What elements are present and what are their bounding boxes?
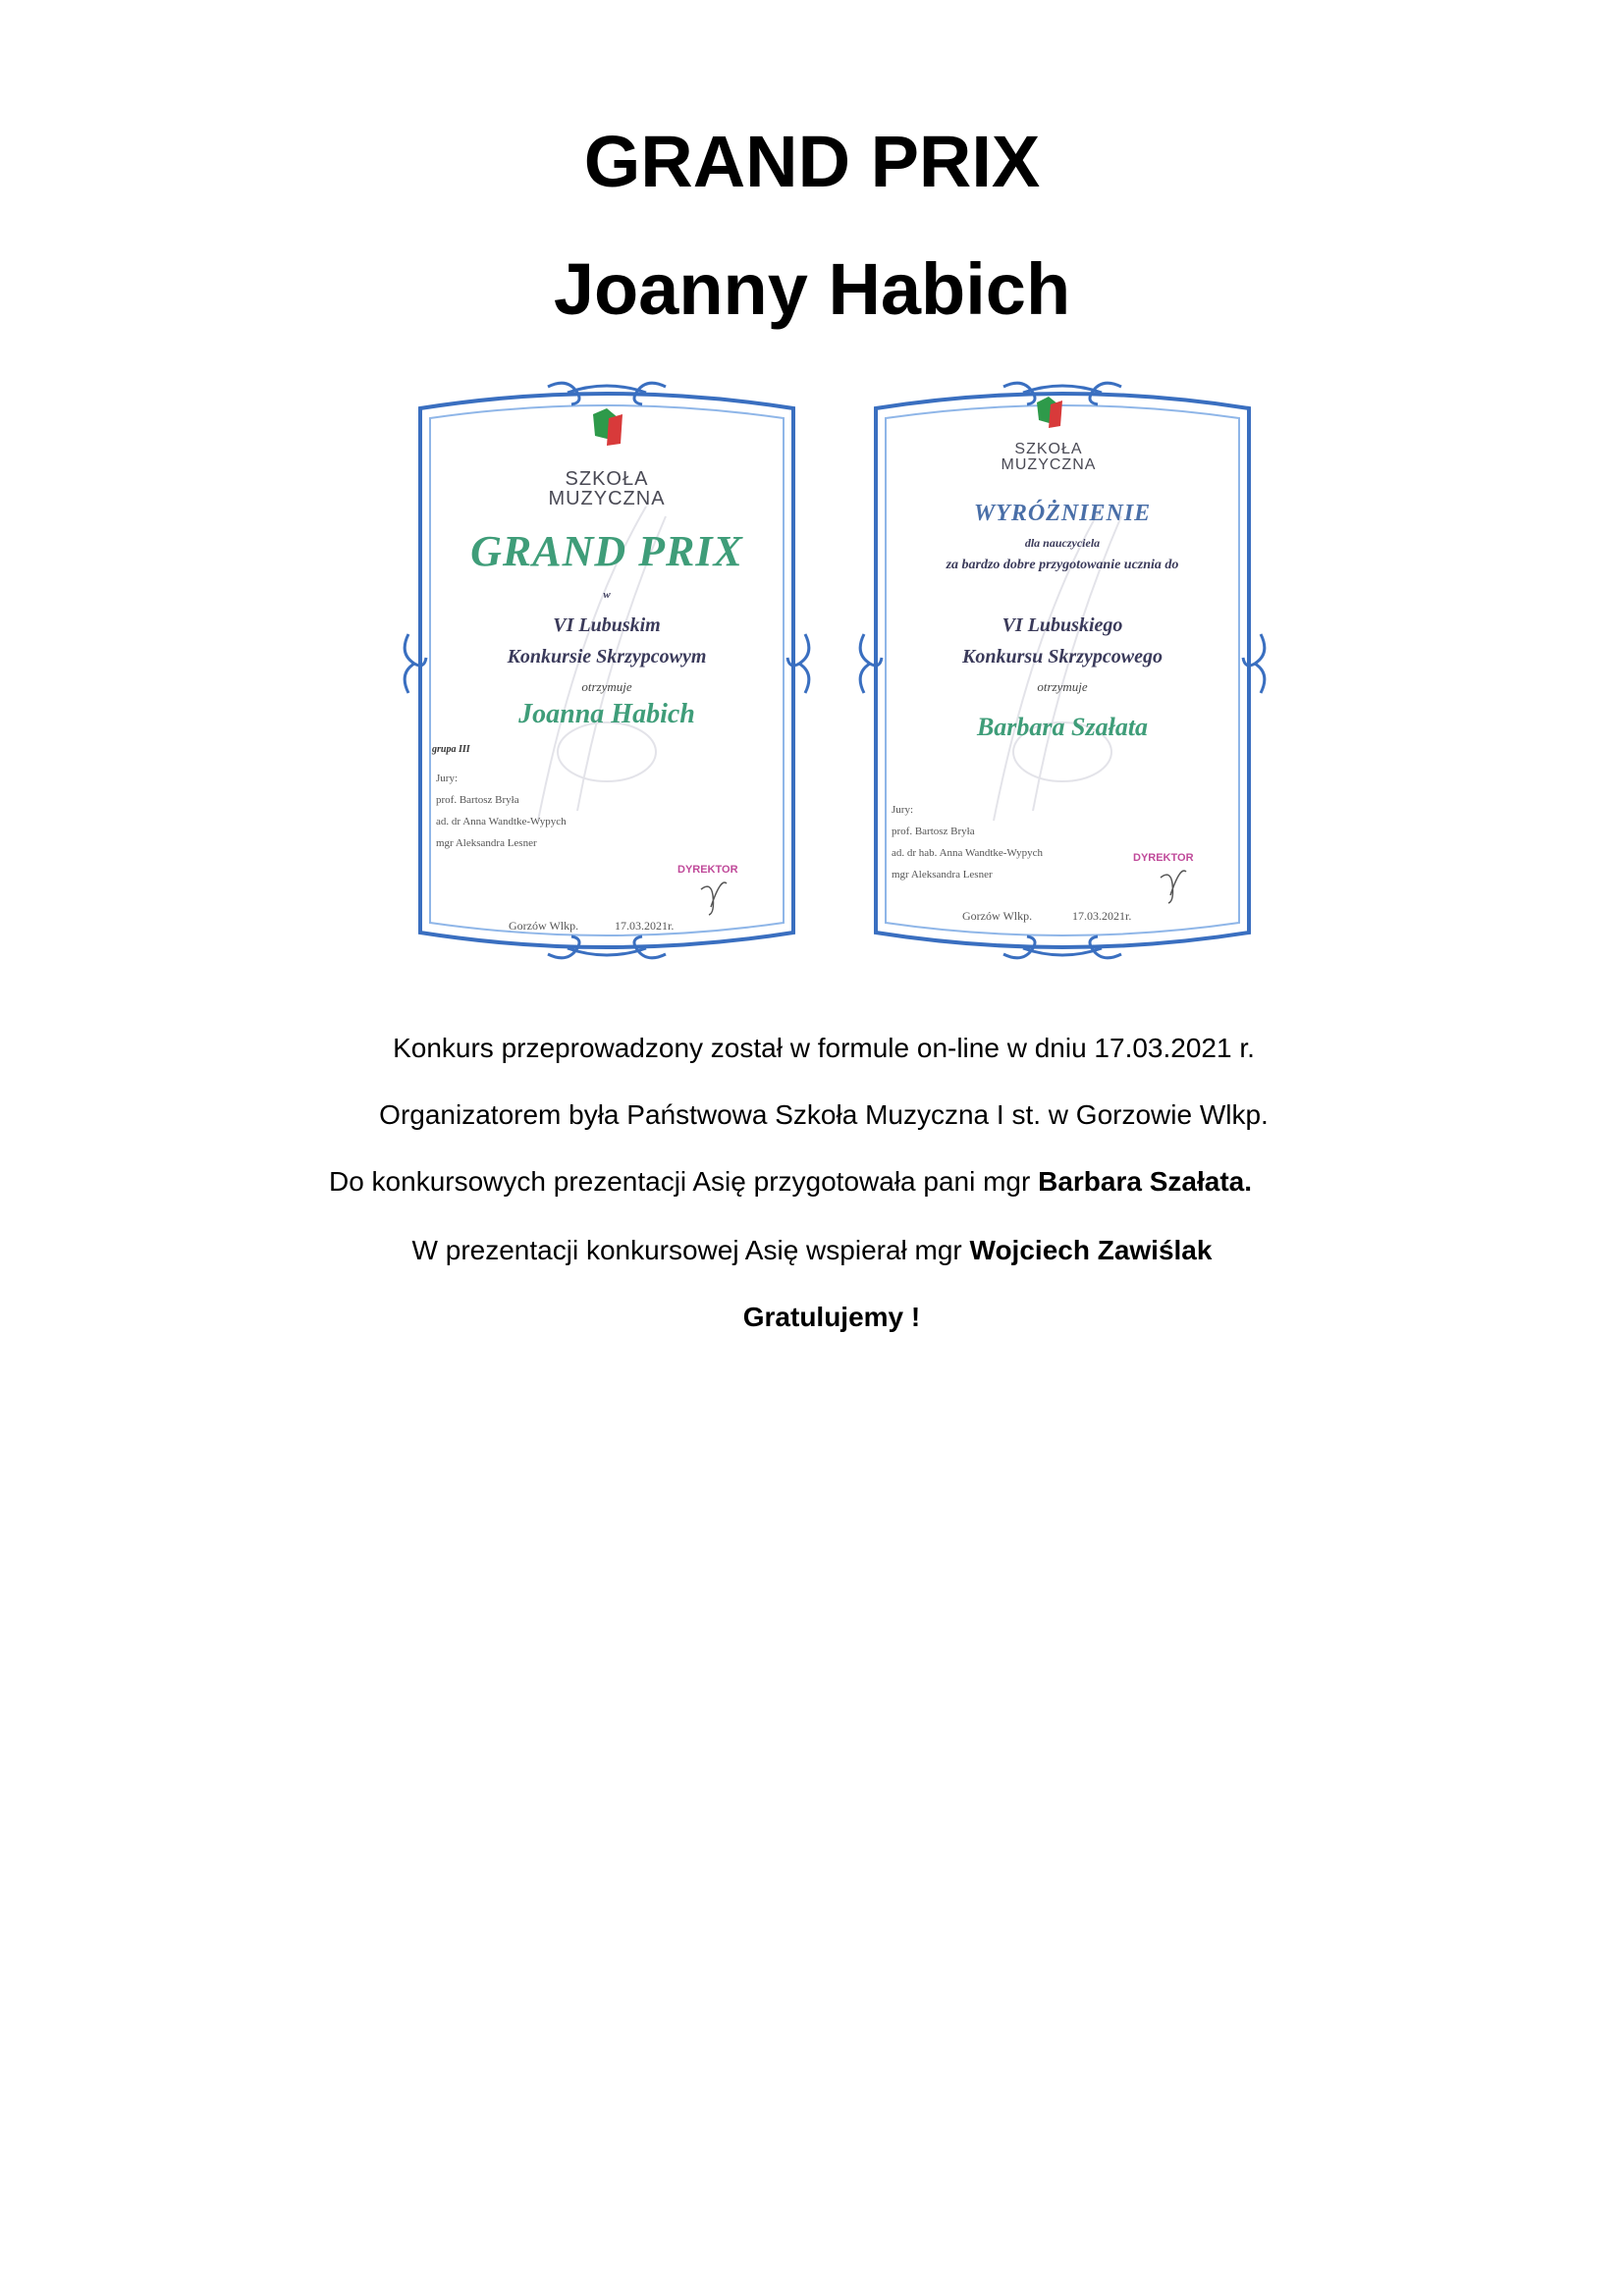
paragraph-contest-format: Konkurs przeprowadzony został w formule on-line w dniu 17.03.2021 r.	[393, 1033, 1255, 1063]
certificate-grand-prix	[401, 379, 813, 962]
page-subtitle: Joanny Habich	[553, 248, 1071, 330]
school-logo-icon	[1037, 397, 1062, 428]
school-name-line2: MUZYCZNA	[1001, 456, 1097, 473]
certificate-date: 17.03.2021r.	[1072, 909, 1132, 923]
certificate-wyroznienie	[856, 379, 1269, 962]
jury-list	[436, 768, 567, 854]
paragraph-congratulations: Gratulujemy !	[742, 1302, 921, 1332]
paragraph-accompanist	[0, 1237, 1624, 1264]
paragraph-teacher-text: Do konkursowych prezentacji Asię przygotowała pani mgr	[328, 1166, 1039, 1197]
certificate-place: Gorzów Wlkp.	[962, 909, 1033, 923]
jury-member: ad. dr Anna Wandtke-Wypych	[436, 816, 567, 828]
school-name-line1: SZKOŁA	[1014, 441, 1083, 457]
school-name	[401, 469, 813, 508]
certificate-line2: Konkursie Skrzypcowym	[507, 646, 707, 667]
accompanist-name: Wojciech Zawiślak	[969, 1235, 1213, 1265]
paragraph-accompanist-text: W prezentacji konkursowej Asię wspierał mgr	[411, 1235, 970, 1265]
director-stamp: DYREKTOR	[677, 864, 738, 876]
jury-list	[892, 799, 1043, 885]
certificate-date: 17.03.2021r.	[615, 919, 675, 933]
certificate-recipient: Barbara Szałata	[976, 713, 1149, 741]
school-name	[842, 442, 1255, 473]
jury-member: mgr Aleksandra Lesner	[436, 837, 537, 849]
certificate-heading: GRAND PRIX	[470, 527, 743, 575]
signature-icon	[695, 878, 734, 917]
jury-label: Jury:	[436, 773, 458, 784]
certificate-line-w2: za bardzo dobre przygotowanie ucznia do	[946, 558, 1179, 572]
certificate-recipient: Joanna Habich	[518, 699, 695, 729]
certificate-otrzymuje: otrzymuje	[581, 679, 632, 694]
jury-member: prof. Bartosz Bryła	[892, 826, 975, 837]
signature-icon	[1155, 866, 1194, 905]
paragraph-organizer: Organizatorem była Państwowa Szkoła Muzyczna I st. w Gorzowie Wlkp.	[379, 1099, 1269, 1130]
school-logo-icon	[593, 408, 623, 446]
certificate-place: Gorzów Wlkp.	[509, 919, 579, 933]
certificate-group: grupa III	[432, 744, 470, 755]
certificate-line2: Konkursu Skrzypcowego	[962, 646, 1163, 667]
director-stamp: DYREKTOR	[1133, 852, 1194, 864]
jury-member: prof. Bartosz Bryła	[436, 794, 519, 806]
jury-label: Jury:	[892, 804, 913, 816]
ornamental-frame-icon	[401, 379, 813, 962]
school-name-line1: SZKOŁA	[565, 468, 649, 490]
teacher-name: Barbara Szałata.	[1038, 1166, 1252, 1197]
school-name-line2: MUZYCZNA	[548, 488, 666, 509]
certificate-heading: WYRÓŻNIENIE	[973, 501, 1152, 526]
certificate-line-w: dla nauczyciela	[1024, 536, 1101, 550]
certificate-line-w: w	[603, 589, 611, 601]
paragraph-teacher	[0, 1168, 1602, 1196]
jury-member: mgr Aleksandra Lesner	[892, 869, 993, 881]
certificate-line1: VI Lubuskiego	[1001, 614, 1123, 636]
certificate-line1: VI Lubuskim	[553, 614, 661, 636]
jury-member: ad. dr hab. Anna Wandtke-Wypych	[892, 847, 1044, 859]
certificate-otrzymuje: otrzymuje	[1037, 679, 1088, 694]
page-title: GRAND PRIX	[583, 121, 1041, 202]
